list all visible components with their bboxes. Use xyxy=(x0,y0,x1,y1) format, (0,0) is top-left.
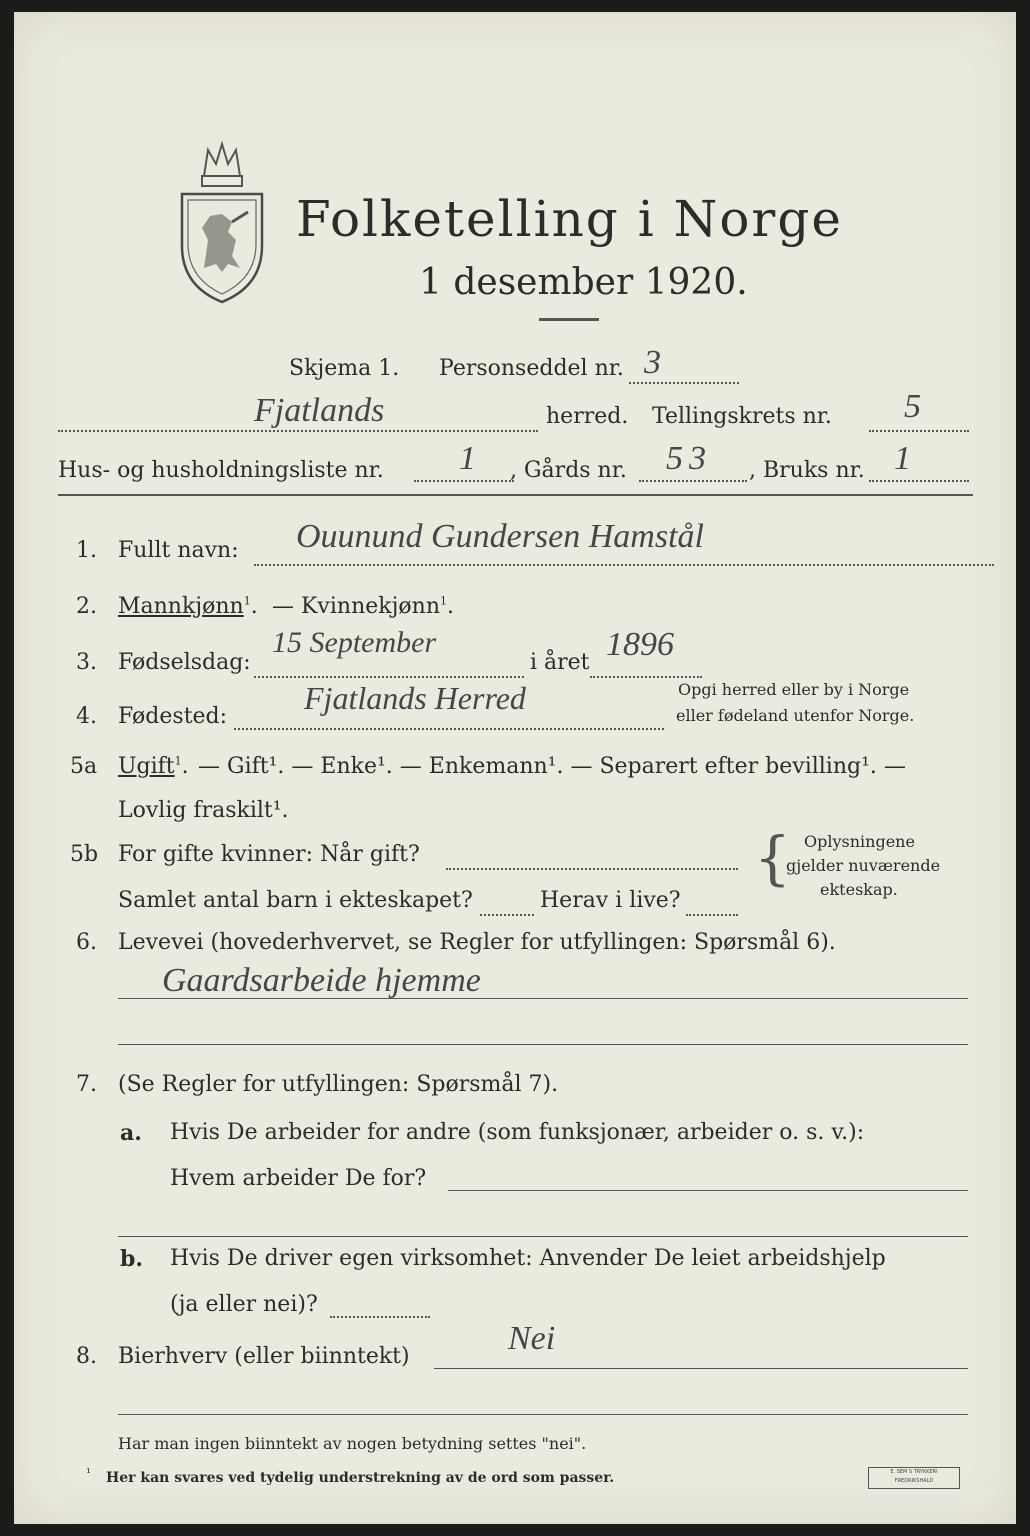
footer-note: Har man ingen biinntekt av nogen betydning settes "nei". xyxy=(118,1434,587,1453)
q4-number: 4. xyxy=(76,704,97,729)
q4-label: Fødested: xyxy=(118,704,228,729)
q3-year-label: i året xyxy=(530,650,590,675)
q8-line1 xyxy=(434,1368,968,1369)
herred-value[interactable]: Fjatlands xyxy=(254,392,385,429)
q2-female-option[interactable]: — Kvinnekjønn$^1$. xyxy=(272,594,454,619)
footnote-mark: ¹ xyxy=(86,1466,91,1480)
q6-line1 xyxy=(118,998,968,999)
census-date: 1 desember 1920. xyxy=(419,262,748,303)
q5b-alive-label: Herav i live? xyxy=(540,888,681,913)
gards-label: , Gårds nr. xyxy=(510,458,627,483)
title-divider xyxy=(539,318,599,321)
q5a-unmarried-option[interactable]: Ugift$^1$. xyxy=(118,754,189,779)
schema-label: Skjema 1. xyxy=(289,356,400,381)
tellingskrets-value[interactable]: 5 xyxy=(904,388,921,425)
q6-line2 xyxy=(118,1044,968,1045)
q2-male-option[interactable]: Mannkjønn$^1$. xyxy=(118,594,258,619)
printer-stamp-line2: FREDRIKSHALD xyxy=(894,1478,934,1484)
q5b-when-married-line xyxy=(446,868,738,870)
q6-occupation-value[interactable]: Gaardsarbeide hjemme xyxy=(162,962,481,999)
q7a-letter: a. xyxy=(120,1120,142,1146)
bruks-label: , Bruks nr. xyxy=(749,458,865,483)
q7a-line[interactable] xyxy=(448,1190,968,1191)
q8-label: Bierhverv (eller biinntekt) xyxy=(118,1344,410,1369)
q5b-when-married-label: For gifte kvinner: Når gift? xyxy=(118,842,420,867)
q8-line2 xyxy=(118,1414,968,1415)
footnote-text: Her kan svares ved tydelig understrekning av de ord som passer. xyxy=(106,1470,615,1486)
q5b-note-line1: Oplysningene xyxy=(804,832,915,851)
husliste-line xyxy=(414,480,514,482)
q7a-text: Hvis De arbeider for andre (som funksjonær, arbeider o. s. v.): xyxy=(170,1120,865,1145)
q1-full-name-value[interactable]: Ouunund Gundersen Hamstål xyxy=(296,518,704,555)
q2-male-label: Mannkjønn xyxy=(118,594,244,619)
q3-day-line xyxy=(254,676,524,678)
tellingskrets-line xyxy=(869,430,969,432)
q3-year-value[interactable]: 1896 xyxy=(606,626,674,663)
q1-line xyxy=(254,564,994,566)
q3-year-line xyxy=(590,676,702,678)
q7-number: 7. xyxy=(76,1072,97,1097)
q3-birthday-value[interactable]: 15 September xyxy=(272,626,437,659)
q5b-number: 5b xyxy=(70,842,99,867)
husliste-label: Hus- og husholdningsliste nr. xyxy=(58,458,384,483)
q5b-children-label: Samlet antal barn i ekteskapet? xyxy=(118,888,473,913)
q4-line xyxy=(234,728,664,730)
census-form xyxy=(14,12,1016,1524)
q4-note-line2: eller fødeland utenfor Norge. xyxy=(676,706,915,725)
q7b-question: (ja eller nei)? xyxy=(170,1292,318,1317)
gards-value[interactable]: 53 xyxy=(666,440,712,477)
printer-stamp xyxy=(868,1467,960,1489)
form-title: Folketelling i Norge xyxy=(296,190,843,248)
q3-label: Fødselsdag: xyxy=(118,650,251,675)
q7b-text: Hvis De driver egen virksomhet: Anvender De leiet arbeidshjelp xyxy=(170,1246,886,1271)
gards-line xyxy=(639,480,747,482)
q6-number: 6. xyxy=(76,930,97,955)
q5a-divorced-option[interactable]: Lovlig fraskilt¹. xyxy=(118,798,289,823)
q5a-number: 5a xyxy=(70,754,98,779)
q7a-question: Hvem arbeider De for? xyxy=(170,1166,427,1191)
q8-secondary-income-value[interactable]: Nei xyxy=(508,1320,556,1357)
q8-number: 8. xyxy=(76,1344,97,1369)
q2-female-label: — Kvinnekjønn xyxy=(272,594,440,619)
q7a-line2 xyxy=(118,1236,968,1237)
q7-label: (Se Regler for utfyllingen: Spørsmål 7). xyxy=(118,1072,559,1097)
q3-number: 3. xyxy=(76,650,97,675)
q7b-letter: b. xyxy=(120,1246,144,1272)
herred-line xyxy=(58,430,538,432)
q7b-line[interactable] xyxy=(330,1316,430,1318)
q2-number: 2. xyxy=(76,594,97,619)
printer-stamp-line1: E. SEM S TRYKKERI xyxy=(890,1469,938,1475)
header-divider xyxy=(58,494,973,496)
personseddel-line xyxy=(629,382,739,384)
q4-note-line1: Opgi herred eller by i Norge xyxy=(678,680,910,699)
q5b-alive-line xyxy=(686,914,738,916)
q5b-note-line3: ekteskap. xyxy=(820,880,898,899)
husliste-value[interactable]: 1 xyxy=(459,440,476,477)
q6-label: Levevei (hovederhvervet, se Regler for utfyllingen: Spørsmål 6). xyxy=(118,930,836,955)
q5a-ugift-label: Ugift xyxy=(118,754,175,779)
personseddel-value[interactable]: 3 xyxy=(644,344,661,381)
q5b-note-line2: gjelder nuværende xyxy=(786,856,941,875)
herred-label: herred. xyxy=(546,404,629,429)
tellingskrets-label: Tellingskrets nr. xyxy=(652,404,832,429)
bruks-value[interactable]: 1 xyxy=(894,440,911,477)
q5b-children-line xyxy=(480,914,534,916)
q5a-other-options[interactable]: — Gift¹. — Enke¹. — Enkemann¹. — Separert efter bevilling¹. — xyxy=(198,754,906,779)
personseddel-label: Personseddel nr. xyxy=(439,356,624,381)
q5b-brace: { xyxy=(754,824,791,892)
q1-number: 1. xyxy=(76,538,97,563)
norway-coat-of-arms-icon xyxy=(174,136,270,304)
q1-label: Fullt navn: xyxy=(118,538,239,563)
q4-birthplace-value[interactable]: Fjatlands Herred xyxy=(304,680,526,716)
bruks-line xyxy=(869,480,969,482)
